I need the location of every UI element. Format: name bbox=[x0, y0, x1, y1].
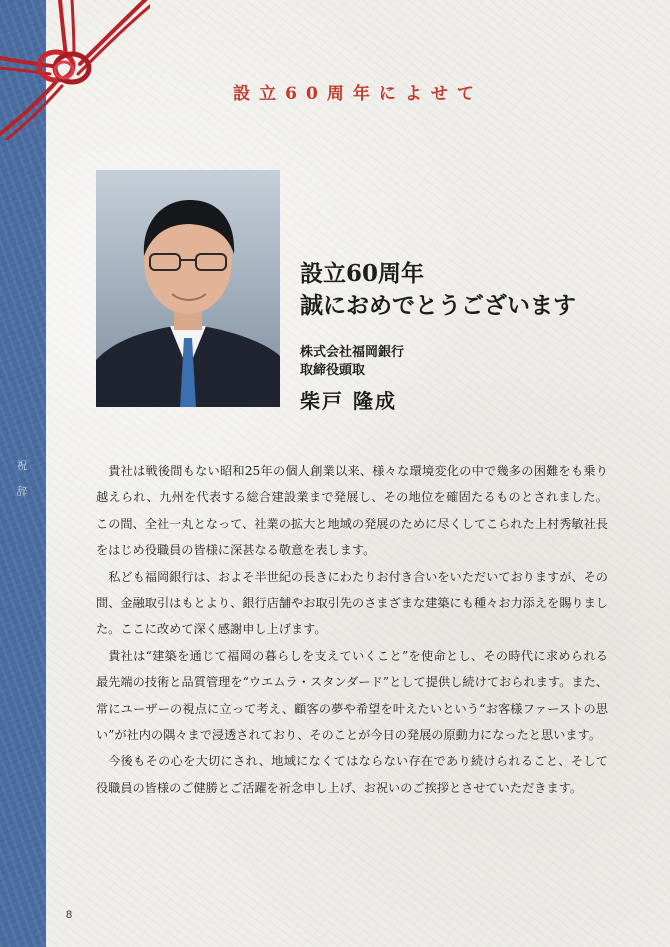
portrait-photo bbox=[96, 170, 280, 407]
paragraph-3: 貴社は“建築を通じて福岡の暮らしを支えていくこと”を使命とし、その時代に求められる最先端の技術と品質管理を“ウエムラ・スタンダード”として提供し続けておられます。また、常にユーザーの視点に立って考え、顧客の夢や希望を叶えたいという“お客様ファーストの思い”が社内の隅々まで浸透されており、そのことが今日の発展の原動力になったと思います。 bbox=[96, 648, 608, 743]
side-label: 祝辞 bbox=[16, 459, 28, 498]
affiliation bbox=[300, 344, 404, 380]
section-title: 設立60周年によせて bbox=[233, 84, 483, 104]
page-number: 8 bbox=[66, 909, 73, 921]
mizuhiki-knot-icon bbox=[0, 0, 150, 140]
message-body bbox=[96, 458, 608, 801]
paragraph-2: 私ども福岡銀行は、およそ半世紀の長きにわたりお付き合いをいただいておりますが、その間、金融取引はもとより、銀行店舗やお取引先のさまざまな建築にも種々お力添えを賜りました。ここに改めて深く感謝申し上げます。 bbox=[96, 569, 608, 637]
paragraph-4: 今後もその心を大切にされ、地域になくてはならない存在であり続けられること、そして役職員の皆様のご健勝とご活躍を祈念申し上げ、お祝いのご挨拶とさせていただきます。 bbox=[96, 754, 608, 795]
paragraph-1: 貴社は戦後間もない昭和25年の個人創業以来、様々な環境変化の中で幾多の困難をも乗り越えられ、九州を代表する総合建設業まで発展し、その地位を確固たるものとされました。この間、全社一丸となって、社業の拡大と地域の発展のために尽くしてこられた上村秀敏社長をはじめ役職員の皆様に深甚なる敬意を表します。 bbox=[96, 464, 608, 558]
headline-line-2: 誠におめでとうございます bbox=[300, 292, 576, 319]
signer-name: 柴戸 隆成 bbox=[300, 389, 397, 413]
position-title: 取締役頭取 bbox=[300, 363, 366, 378]
company-name: 株式会社福岡銀行 bbox=[300, 345, 405, 360]
headline bbox=[300, 258, 640, 322]
headline-line-1: 設立60周年 bbox=[300, 260, 425, 287]
